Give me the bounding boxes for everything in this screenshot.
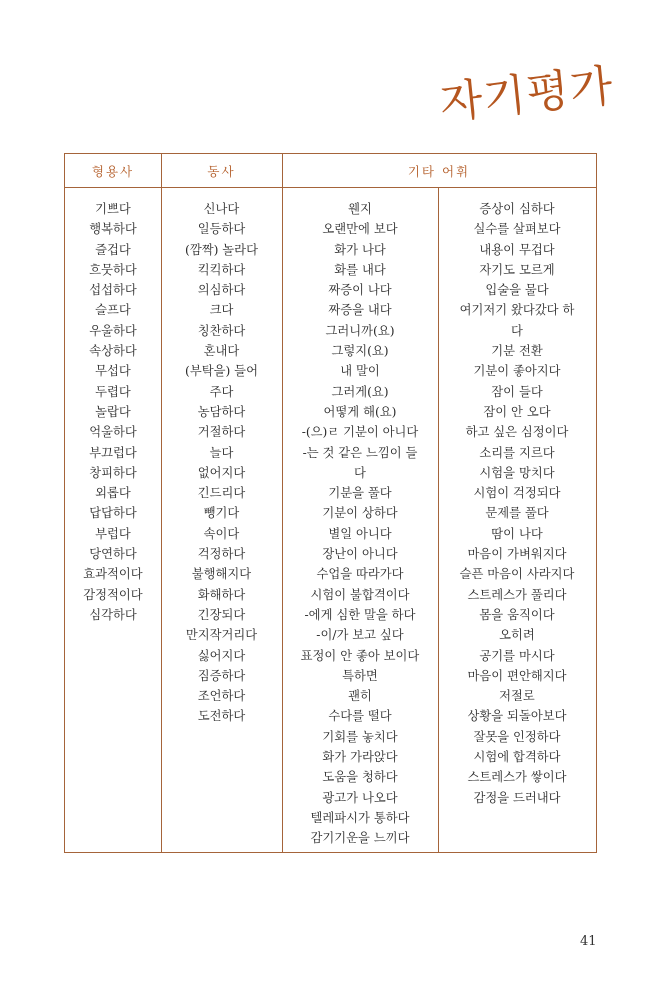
list-item: 감기기운을 느끼다 [310,831,410,846]
list-item: 짐증하다 [197,668,246,683]
list-item: 놀랍다 [95,404,131,419]
list-item: 만지작거리다 [185,628,258,643]
list-item: 어떻게 해(요) [323,404,397,419]
list-item: 특하면 [342,668,378,683]
list-item: 스트레스가 풀리다 [467,587,567,602]
list-item: 없어지다 [197,465,246,480]
list-item: 오랜만에 보다 [322,222,398,237]
list-item: 의심하다 [197,283,246,298]
list-item: 짜증을 내다 [328,303,392,318]
list-item: 실수를 살펴보다 [473,222,561,237]
list-item: 잠이 들다 [491,384,543,399]
list-item: 수다를 떨다 [328,709,392,724]
list-item: 불행해지다 [191,567,252,582]
list-item: 긴장되다 [197,607,246,622]
other-vocab-list-right [438,199,596,808]
list-item: 증상이 심하다 [479,202,555,216]
list-item: 당연하다 [89,547,137,562]
list-item: 다 [511,323,523,338]
list-item: 시험이 걱정되다 [473,486,561,501]
list-item: 시험에 합격하다 [473,750,561,765]
list-item: 마음이 가벼워지다 [467,547,567,562]
list-item: 다 [354,465,366,480]
list-item: 슬픈 마음이 사라지다 [459,567,575,582]
list-item: 감정을 드러내다 [473,790,561,805]
list-item: 기분을 풀다 [328,486,392,501]
list-item: 그렇지(요) [331,344,389,359]
list-item: 억울하다 [89,425,137,440]
page-number: 41 [580,934,597,949]
list-item: -(으)ㄹ 기분이 아니다 [301,425,419,440]
list-item: 뺑기다 [203,506,240,521]
other-vocab-list-left [282,199,438,849]
list-item: 화가 나다 [334,242,386,257]
list-item: 무섭다 [95,364,131,379]
list-item: 잠이 안 오다 [483,404,551,419]
list-item: -이/가 보고 싶다 [316,628,404,643]
list-item: 기분 전환 [491,344,543,359]
list-item: 화를 내다 [334,262,386,277]
list-item: 부끄럽다 [89,445,137,460]
list-item: 크다 [209,303,234,318]
list-item: 몸을 움직이다 [479,607,555,622]
list-item: 잘못을 인정하다 [473,729,561,744]
list-item: (깜짝) 놀라다 [185,242,258,257]
list-item: 기분이 좋아지다 [473,364,561,379]
list-item: 기회를 놓치다 [322,729,398,744]
adjective-list [65,199,161,625]
list-item: 조언하다 [197,689,246,704]
list-item: 도전하다 [197,709,246,724]
header-others: 기타 어휘 [282,154,596,188]
list-item: 텔레파시가 통하다 [310,810,410,825]
verb-list [161,199,282,727]
list-item: 걱정하다 [197,547,246,562]
list-item: 늘다 [209,445,234,460]
list-item: 효과적이다 [83,567,143,582]
list-item: 우울하다 [89,323,137,338]
list-item: 자기도 모르게 [479,262,555,277]
list-item: 주다 [209,384,234,399]
list-item: 스트레스가 쌓이다 [467,770,567,785]
list-item: 행복하다 [89,222,137,237]
list-item: 섭섭하다 [89,283,137,298]
list-item: 공기를 마시다 [479,648,555,663]
list-item: 심각하다 [89,607,137,622]
list-item: 일등하다 [197,222,246,237]
list-item: 감정적이다 [83,587,143,602]
list-item: 칭찬하다 [197,323,246,338]
list-item: 창피하다 [89,465,137,480]
list-item: 내용이 무겁다 [479,242,555,257]
list-item: 화가 가라앉다 [322,750,398,765]
list-item: 저절로 [499,689,535,704]
list-item: 시험이 불합격이다 [310,587,410,602]
list-item: 도움을 청하다 [322,770,398,785]
list-item: 슬프다 [95,303,131,318]
list-item: -는 것 같은 느낌이 들 [302,445,418,460]
list-item: 오히려 [499,628,535,643]
list-item: 속상하다 [89,344,137,359]
list-item: 입술을 물다 [485,283,549,298]
list-item: 부럽다 [95,526,131,541]
list-item: 광고가 나오다 [322,790,398,805]
list-item: 하고 싶은 심정이다 [465,425,569,440]
list-item: 답답하다 [89,506,137,521]
list-item: 기쁘다 [95,202,131,216]
list-item: 기분이 상하다 [322,506,398,521]
page-title: 자기평가 [437,60,616,130]
list-item: 거절하다 [197,425,246,440]
list-item: 긴드리다 [197,486,246,501]
list-item: (부탁을) 들어 [185,364,258,379]
header-adjectives: 형용사 [65,154,161,188]
list-item: -에게 심한 말을 하다 [304,607,416,622]
list-item: 농담하다 [197,404,246,419]
list-item: 킥킥하다 [197,262,246,277]
list-item: 마음이 편안해지다 [467,668,567,683]
list-item: 그러게(요) [331,384,389,399]
vocabulary-table [64,153,597,853]
list-item: 화해하다 [197,587,246,602]
list-item: 웬지 [348,202,372,216]
list-item: 소리를 지르다 [479,445,555,460]
list-item: 괜히 [348,689,372,704]
list-item: 시험을 망치다 [479,465,555,480]
list-item: 속이다 [203,526,240,541]
list-item: 짜증이 나다 [328,283,392,298]
list-item: 표정이 안 좋아 보이다 [300,648,420,663]
list-item: 즐겁다 [95,242,131,257]
list-item: 별일 아니다 [328,526,392,541]
list-item: 여기저기 왔다갔다 하 [459,303,575,318]
list-item: 싫어지다 [197,648,246,663]
list-item: 흐뭇하다 [89,262,137,277]
list-item: 두렵다 [95,384,131,399]
header-verbs: 동사 [161,154,282,188]
list-item: 문제를 풀다 [485,506,549,521]
list-item: 혼내다 [203,344,240,359]
list-item: 상황을 되돌아보다 [467,709,567,724]
list-item: 내 말이 [340,364,380,379]
list-item: 신나다 [203,202,240,216]
list-item: 수업을 따라가다 [316,567,404,582]
list-item: 그러니까(요) [325,323,395,338]
list-item: 장난이 아니다 [322,547,398,562]
list-item: 땀이 나다 [491,526,543,541]
list-item: 외롭다 [95,486,131,501]
